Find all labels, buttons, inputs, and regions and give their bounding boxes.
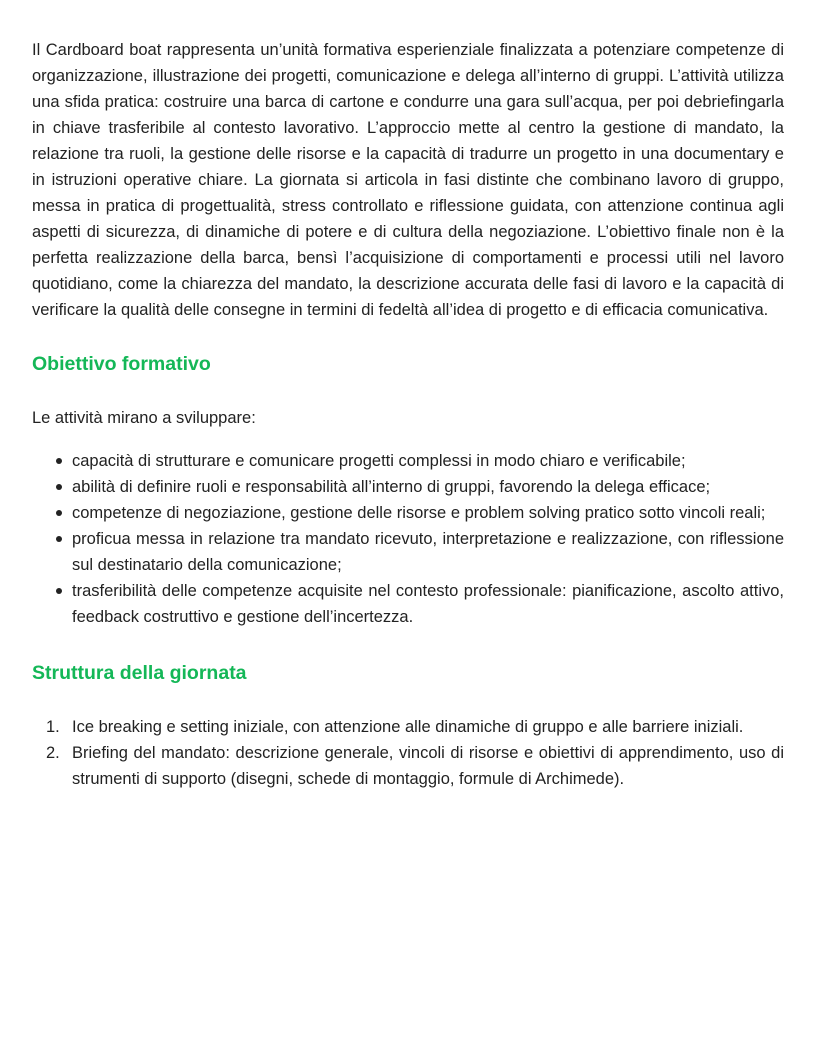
bullet-icon [56,510,62,516]
section-heading-obiettivo: Obiettivo formativo [32,353,211,375]
list-item-text: capacità di strutturare e comunicare progetti complessi in modo chiaro e verificabile; [72,452,686,470]
list-item [32,578,784,630]
step-item [32,714,784,740]
bullet-icon [56,458,62,464]
list-item [32,526,784,578]
struttura-steps-list [32,714,784,792]
bullet-icon [56,536,62,542]
step-number: 2. [46,744,60,762]
list-item [32,448,784,474]
step-text: Briefing del mandato: descrizione generale, vincoli di risorse e obiettivi di apprendimento, uso di strumenti di supporto (disegni, schede di montaggio, formule di Archimede). [72,744,784,788]
step-item [32,740,784,792]
list-item [32,500,784,526]
section-heading-struttura: Struttura della giornata [32,662,247,684]
list-item-text: trasferibilità delle competenze acquisite nel contesto professionale: pianificazione, ascolto attivo, feedback costruttivo e gestione dell’incertezza. [72,582,784,626]
obiettivi-list [32,448,784,630]
list-item-text: competenze di negoziazione, gestione delle risorse e problem solving pratico sotto vincoli reali; [72,504,766,522]
bullet-icon [56,588,62,594]
bullet-icon [56,484,62,490]
list-item-text: abilità di definire ruoli e responsabilità all’interno di gruppi, favorendo la delega efficace; [72,478,711,496]
step-number: 1. [46,718,60,736]
intro-paragraph: Il Cardboard boat rappresenta un’unità formativa esperienziale finalizzata a potenziare competenze di organizzazione, illustrazione dei progetti, comunicazione e delega all’interno di gruppi. L’attività utilizza una sfida pratica: costruire una barca di cartone e condurre una gara sull’acqua, per poi debriefingarla in chiave trasferibile al contesto lavorativo. L’approccio mette al centro la gestione di mandato, la relazione tra ruoli, la gestione delle risorse e la capacità di tradurre un progetto in una documentary e in istruzioni operative chiare. La giornata si articola in fasi distinte che combinano lavoro di gruppo, messa in pratica di progettualità, stress controllato e riflessione guidata, con attenzione continua agli aspetti di sicurezza, di dinamiche di potere e di cultura della negoziazione. L’obiettivo finale non è la perfetta realizzazione della barca, bensì l’acquisizione di comportamenti e processi utili nel lavoro quotidiano, come la chiarezza del mandato, la descrizione accurata delle fasi di lavoro e la capacità di verificare la qualità delle consegne in termini di fedeltà all’idea di progetto e di efficacia comunicativa. [32,41,784,319]
obiettivo-lead: Le attività mirano a sviluppare: [32,409,256,427]
step-text: Ice breaking e setting iniziale, con attenzione alle dinamiche di gruppo e alle barriere iniziali. [72,718,744,736]
list-item [32,474,784,500]
list-item-text: proficua messa in relazione tra mandato ricevuto, interpretazione e realizzazione, con riflessione sul destinatario della comunicazione; [72,530,784,574]
